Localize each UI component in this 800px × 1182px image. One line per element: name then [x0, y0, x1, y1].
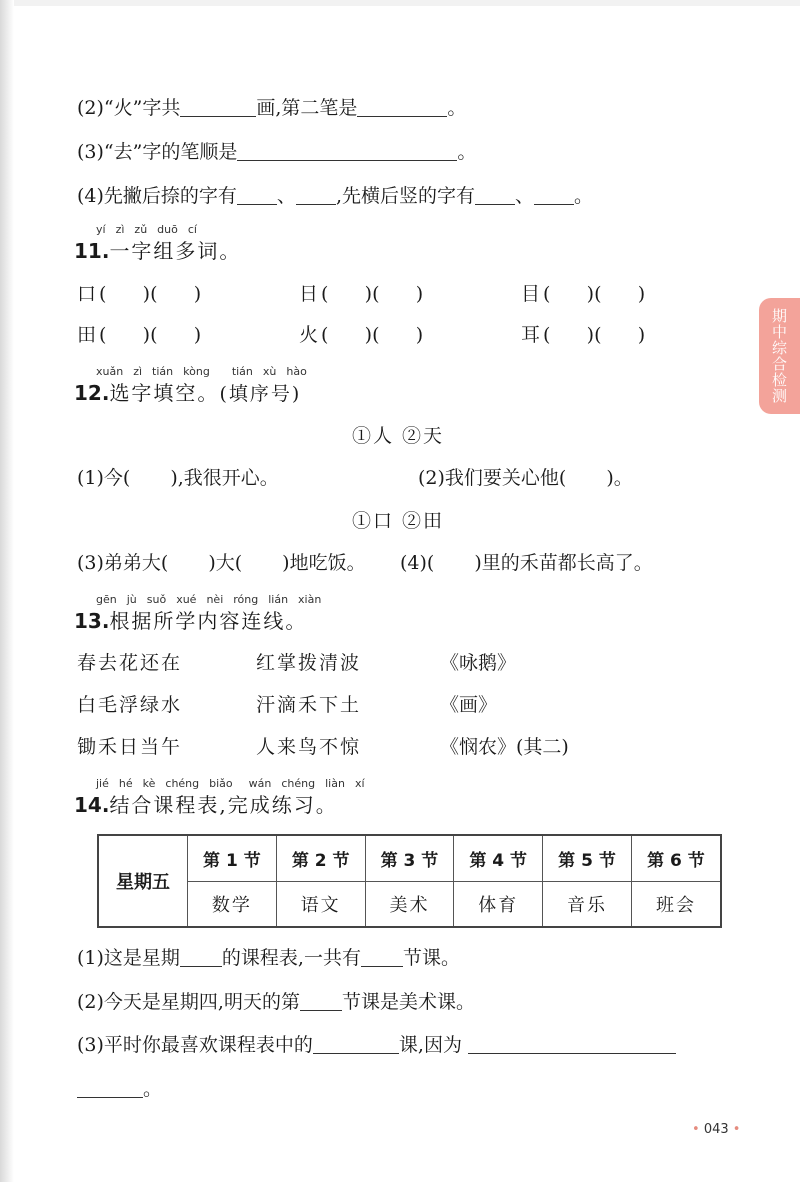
match-right-1[interactable]: 《咏鹅》	[440, 652, 517, 674]
answer-blank[interactable]	[475, 186, 515, 205]
q12-heading: 12.选字填空。(填序号)	[74, 381, 302, 405]
subject-cell: 音乐	[543, 882, 632, 928]
q12-item-3: (3)弟弟大( )大( )地吃饭。	[77, 552, 366, 574]
q14-item-3: (3)平时你最喜欢课程表中的 课,因为	[77, 1033, 676, 1057]
q13-pinyin: gēn jù suǒ xué nèi róng lián xiàn	[96, 593, 322, 606]
q14-pinyin: jié hé kè chéng biǎo wán chéng liàn xí	[96, 777, 365, 790]
answer-blank[interactable]	[237, 142, 457, 161]
answer-blank[interactable]	[357, 98, 447, 117]
answer-blank[interactable]	[534, 186, 574, 205]
period-header: 第 3 节	[365, 835, 454, 882]
answer-blank[interactable]	[180, 98, 256, 117]
subject-cell: 体育	[454, 882, 543, 928]
schedule-day: 星期五	[98, 835, 188, 927]
match-middle-3[interactable]: 人来鸟不惊	[256, 736, 362, 758]
q10-item-2: (2)“火”字共 画,第二笔是 。	[77, 97, 467, 119]
q10-item-4: (4)先撇后捺的字有 、 ,先横后竖的字有 、 。	[77, 185, 594, 207]
match-left-3[interactable]: 锄禾日当午	[77, 736, 183, 758]
match-left-1[interactable]: 春去花还在	[77, 652, 183, 674]
match-right-3[interactable]: 《悯农》(其二)	[440, 736, 569, 758]
q14-item-2: (2)今天是星期四,明天的第 节课是美术课。	[77, 991, 475, 1013]
answer-blank[interactable]	[300, 992, 342, 1011]
class-schedule-table	[97, 834, 722, 928]
answer-blank[interactable]	[296, 186, 336, 205]
q12-options-1: ①人 ②天	[352, 425, 445, 447]
answer-blank[interactable]	[468, 1035, 676, 1054]
binding-shadow	[0, 0, 14, 1182]
period-header: 第 4 节	[454, 835, 543, 882]
period-header: 第 6 节	[631, 835, 721, 882]
answer-blank[interactable]	[180, 948, 222, 967]
answer-blank[interactable]	[237, 186, 277, 205]
q12-item-2: (2)我们要关心他( )。	[418, 467, 633, 489]
period-header: 第 1 节	[188, 835, 277, 882]
page-number: • 043 •	[692, 1122, 741, 1137]
q13-heading: 13.根据所学内容连线。	[74, 609, 308, 633]
q10-item-3: (3)“去”字的笔顺是 。	[77, 141, 477, 163]
subject-cell: 班会	[631, 882, 721, 928]
q12-item-4: (4)( )里的禾苗都长高了。	[400, 552, 653, 574]
match-left-2[interactable]: 白毛浮绿水	[77, 694, 183, 716]
q14-item-1: (1)这是星期 的课程表,一共有 节课。	[77, 947, 460, 969]
period-header: 第 5 节	[543, 835, 632, 882]
subject-cell: 语文	[276, 882, 365, 928]
match-middle-2[interactable]: 汗滴禾下土	[256, 694, 362, 716]
answer-blank[interactable]	[77, 1079, 143, 1098]
q14-heading: 14.结合课程表,完成练习。	[74, 793, 338, 817]
answer-blank[interactable]	[313, 1035, 399, 1054]
q11-pinyin: yí zì zǔ duō cí	[96, 223, 197, 236]
q12-options-2: ①口 ②田	[352, 510, 445, 532]
q12-pinyin: xuǎn zì tián kòng tián xù hào	[96, 365, 307, 378]
section-side-tab: 期中综合检测	[759, 298, 800, 414]
subject-cell: 美术	[365, 882, 454, 928]
match-middle-1[interactable]: 红掌拨清波	[256, 652, 362, 674]
answer-blank[interactable]	[361, 948, 403, 967]
q14-item-3-continued: 。	[77, 1077, 162, 1101]
period-header: 第 2 节	[276, 835, 365, 882]
q11-heading: 11.一字组多词。	[74, 239, 242, 263]
q12-item-1: (1)今( ),我很开心。	[77, 467, 279, 489]
match-right-2[interactable]: 《画》	[440, 694, 498, 716]
subject-cell: 数学	[188, 882, 277, 928]
page-top-edge	[0, 0, 800, 6]
